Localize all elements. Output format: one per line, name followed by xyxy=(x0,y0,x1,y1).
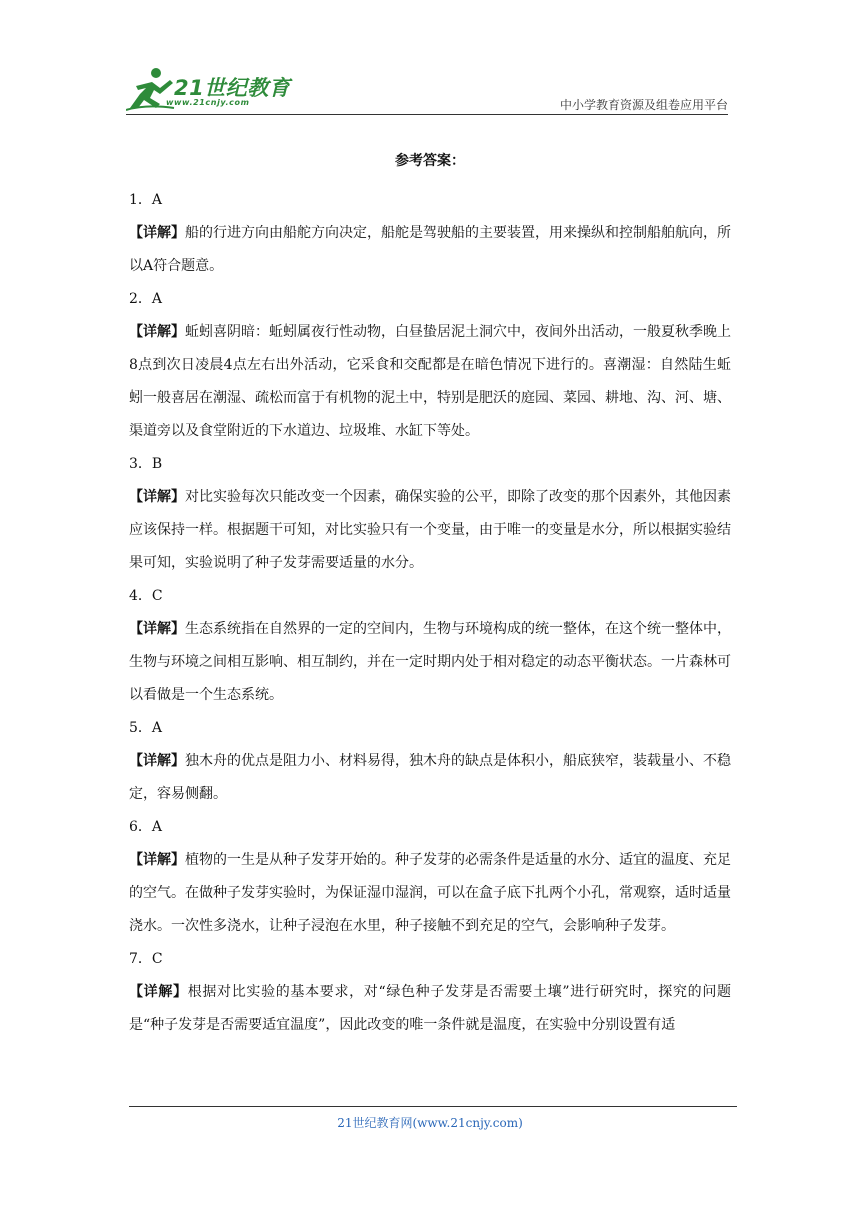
detail-tag: 【详解】 xyxy=(129,852,185,868)
answer-number: 1．A xyxy=(129,192,163,208)
explanation-text: 独木舟的优点是阻力小、材料易得，独木舟的缺点是体积小，船底狭窄，装载量小、不稳定，容易侧翻。 xyxy=(129,753,731,802)
answer-explanation xyxy=(129,217,731,283)
page-header xyxy=(126,64,728,116)
explanation-text: 船的行进方向由船舵方向决定，船舵是驾驶船的主要装置，用来操纵和控制船舶航向，所以A符合题意。 xyxy=(129,225,731,274)
answer-number: 2．A xyxy=(129,291,163,307)
answer-number: 5．A xyxy=(129,720,163,736)
answer-number: 3．B xyxy=(129,456,163,472)
explanation-text: 植物的一生是从种子发芽开始的。种子发芽的必需条件是适量的水分、适宜的温度、充足的空气。在做种子发芽实验时，为保证湿巾湿润，可以在盒子底下扎两个小孔，常观察，适时适量浇水。一次性多浇水，让种子浸泡在水里，种子接触不到充足的空气，会影响种子发芽。 xyxy=(129,852,731,934)
platform-name: 中小学教育资源及组卷应用平台 xyxy=(559,98,728,112)
detail-tag: 【详解】 xyxy=(129,489,185,505)
explanation-text: 根据对比实验的基本要求，对“绿色种子发芽是否需要土壤”进行研究时，探究的问题是“种子发芽是否需要适宜温度”，因此改变的唯一条件就是温度，在实验中分别设置有适 xyxy=(129,984,732,1033)
explanation-text: 蚯蚓喜阴暗：蚯蚓属夜行性动物，白昼蛰居泥土洞穴中，夜间外出活动，一般夏秋季晚上8点到次日凌晨4点左右出外活动，它采食和交配都是在暗色情况下进行的。喜潮湿：自然陆生蚯蚓一般喜居在潮湿、疏松而富于有机物的泥土中，特别是肥沃的庭园、菜园、耕地、沟、河、塘、渠道旁以及食堂附近的下水道边、垃圾堆、水缸下等处。 xyxy=(129,324,731,439)
answer-item xyxy=(129,580,731,712)
answer-explanation xyxy=(129,976,731,1042)
footer-divider xyxy=(129,1106,737,1107)
answer-item xyxy=(129,448,731,580)
logo-url: www.21cnjy.com xyxy=(166,98,250,107)
answer-number: 4．C xyxy=(129,588,163,604)
logo-text: 21世纪教育 xyxy=(174,76,291,100)
detail-tag: 【详解】 xyxy=(129,621,185,637)
detail-tag: 【详解】 xyxy=(129,225,185,241)
answer-number: 6．A xyxy=(129,819,163,835)
answer-number: 7．C xyxy=(129,951,163,967)
answer-item xyxy=(129,712,731,811)
detail-tag: 【详解】 xyxy=(129,753,185,769)
logo xyxy=(126,64,296,116)
answer-explanation xyxy=(129,316,731,448)
header-divider xyxy=(126,114,728,115)
answer-content xyxy=(129,150,731,1042)
answer-item xyxy=(129,943,731,1042)
explanation-text: 对比实验每次只能改变一个因素，确保实验的公平，即除了改变的那个因素外，其他因素应该保持一样。根据题干可知，对比实验只有一个变量，由于唯一的变量是水分，所以根据实验结果可知，实验说明了种子发芽需要适量的水分。 xyxy=(129,489,731,571)
page-title: 参考答案： xyxy=(395,153,465,169)
detail-tag: 【详解】 xyxy=(129,984,188,1000)
detail-tag: 【详解】 xyxy=(129,324,185,340)
answer-item xyxy=(129,283,731,448)
answer-item xyxy=(129,184,731,283)
answer-explanation xyxy=(129,745,731,811)
runner-logo-icon xyxy=(126,64,176,116)
answer-explanation xyxy=(129,844,731,943)
answer-item xyxy=(129,811,731,943)
explanation-text: 生态系统指在自然界的一定的空间内，生物与环境构成的统一整体，在这个统一整体中，生物与环境之间相互影响、相互制约，并在一定时期内处于相对稳定的动态平衡状态。一片森林可以看做是一个生态系统。 xyxy=(129,621,731,703)
answer-explanation xyxy=(129,481,731,580)
footer-link[interactable]: 21世纪教育网(www.21cnjy.com) xyxy=(337,1116,523,1130)
answer-explanation xyxy=(129,613,731,712)
